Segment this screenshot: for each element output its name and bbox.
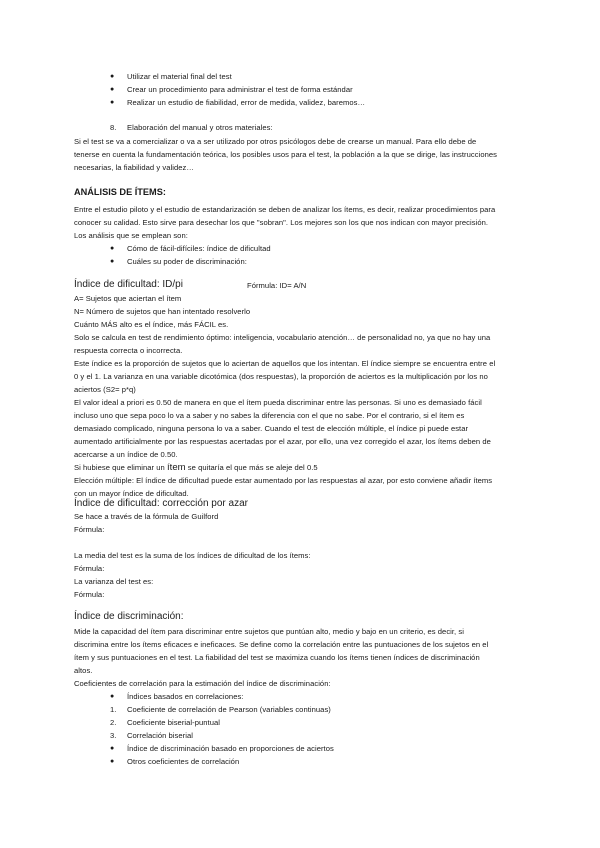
paragraph-line: Se hace a través de la fórmula de Guilford — [74, 512, 219, 521]
paragraph-line: aciertos (S2= p*q) — [74, 385, 136, 394]
paragraph-line: 0 y el 1. La varianza en una variable dicotómica (dos respuestas), la proporción de aciertos es la multiplicación por los no — [74, 372, 488, 381]
list-item: Coeficiente de correlación de Pearson (variables continuas) — [127, 705, 331, 714]
list-item: Correlación biserial — [127, 731, 193, 740]
list-number: 3. — [110, 731, 117, 740]
text-run: se quitaría el que más se aleje del 0.5 — [185, 463, 318, 472]
paragraph-line: Coeficientes de correlación para la estimación del índice de discriminación: — [74, 679, 331, 688]
paragraph-line — [74, 463, 318, 473]
list-number: 2. — [110, 718, 117, 727]
paragraph-line: Entre el estudio piloto y el estudio de estandarización se deben de analizar los ítems, es decir, realizar procedimientos para — [74, 205, 496, 214]
paragraph-line: Cuánto MÁS alto es el índice, más FÁCIL es. — [74, 320, 229, 329]
paragraph-line: Este índice es la proporción de sujetos que lo aciertan de aquellos que los intentan. El índice siempre se encuentra entre el — [74, 359, 496, 368]
paragraph-line: discrimina entre los ítems eficaces e ineficaces. Se define como la correlación entre las puntuaciones de los sujetos en el — [74, 640, 489, 649]
bullet-dot-icon: ● — [110, 745, 115, 752]
bullet-dot-icon: ● — [110, 258, 115, 265]
list-item: Realizar un estudio de fiabilidad, error de medida, validez, baremos… — [127, 98, 366, 107]
paragraph-line: respuesta correcta o incorrecta. — [74, 346, 183, 355]
list-item: Cómo de fácil-difíciles: índice de dificultad — [127, 244, 271, 253]
bullet-dot-icon: ● — [110, 245, 115, 252]
paragraph-line: Si el test se va a comercializar o va a ser utilizado por otros psicólogos debe de crearse un manual. Para ello debe de — [74, 137, 477, 146]
paragraph-line: tenerse en cuenta la fundamentación teórica, los posibles usos para el test, la población a la que se dirige, las instrucciones — [74, 150, 497, 159]
subsection-heading: Índice de dificultad: corrección por azar — [74, 498, 248, 509]
paragraph-line: aumentado artificialmente por las respuestas acertadas por el azar, por ello, una vez corregido el azar, los ítems deben de — [74, 437, 491, 446]
paragraph-line: necesarias, la fiabilidad y validez… — [74, 163, 194, 172]
list-number: 1. — [110, 705, 117, 714]
formula-label: Fórmula: — [74, 564, 105, 573]
subsection-heading: Índice de discriminación: — [74, 611, 184, 622]
paragraph-line: La varianza del test es: — [74, 577, 154, 586]
paragraph-line: La media del test es la suma de los índices de dificultad de los ítems: — [74, 551, 311, 560]
bullet-dot-icon: ● — [110, 693, 115, 700]
paragraph-line: Solo se calcula en test de rendimiento óptimo: inteligencia, vocabulario atención… de personalidad no, ya que no hay una — [74, 333, 491, 342]
list-item: Crear un procedimiento para administrar el test de forma estándar — [127, 85, 353, 94]
section-heading: ANÁLISIS DE ÍTEMS: — [74, 187, 166, 197]
formula-label: Fórmula: — [74, 525, 105, 534]
paragraph-line: El valor ideal a priori es 0.50 de manera en que el ítem pueda discriminar entre las personas. Si uno es demasiado fácil — [74, 398, 482, 407]
paragraph-line: altos. — [74, 666, 93, 675]
paragraph-line: N= Número de sujetos que han intentado resolverlo — [74, 307, 251, 316]
list-item: Coeficiente biserial-puntual — [127, 718, 220, 727]
paragraph-line: incluso uno que sepa poco lo va a saber y no sabes la diferencia con el que no sabe. Por el contrario, si el ítem es — [74, 411, 465, 420]
paragraph-line: Los análisis que se emplean son: — [74, 231, 188, 240]
paragraph-line: A= Sujetos que aciertan el ítem — [74, 294, 182, 303]
paragraph-line: conocer su calidad. Esto sirve para desechar los que "sobran". Los mejores son los que nos indican con mayor precisión. — [74, 218, 489, 227]
text-run-large: ítem — [166, 462, 186, 473]
paragraph-line: acercarse a un índice de 0.50. — [74, 450, 178, 459]
bullet-dot-icon: ● — [110, 99, 115, 106]
paragraph-line: Mide la capacidad del ítem para discriminar entre sujetos que puntúan alto, medio y bajo en un criterio, es decir, si — [74, 627, 464, 636]
subsection-heading: Índice de dificultad: ID/pi — [74, 279, 183, 290]
step-label: Elaboración del manual y otros materiales: — [127, 123, 273, 132]
list-item: Índice de discriminación basado en proporciones de aciertos — [127, 744, 334, 753]
list-item: Otros coeficientes de correlación — [127, 757, 240, 766]
bullet-dot-icon: ● — [110, 86, 115, 93]
paragraph-line: con un mayor índice de dificultad. — [74, 489, 189, 498]
paragraph-line: demasiado complicado, ninguna persona lo va a saber. Cuando el test de elección múltiple, el índice pi puede estar — [74, 424, 469, 433]
list-item: Índices basados en correlaciones: — [127, 692, 244, 701]
paragraph-line: Elección múltiple: El índice de dificultad puede estar aumentado por las respuestas al azar, por esto conviene añadir ítems — [74, 476, 493, 485]
bullet-dot-icon: ● — [110, 73, 115, 80]
step-number: 8. — [110, 123, 117, 132]
list-item: Utilizar el material final del test — [127, 72, 232, 81]
paragraph-line: ítem y sus puntuaciones en el test. La fiabilidad del test se maximiza cuando los ítems tienen índices de discriminación — [74, 653, 480, 662]
bullet-dot-icon: ● — [110, 758, 115, 765]
list-item: Cuáles su poder de discriminación: — [127, 257, 247, 266]
text-run: Si hubiese que eliminar un — [74, 463, 167, 472]
formula-label: Fórmula: — [74, 590, 105, 599]
formula-label: Fórmula: ID= A/N — [247, 281, 307, 290]
